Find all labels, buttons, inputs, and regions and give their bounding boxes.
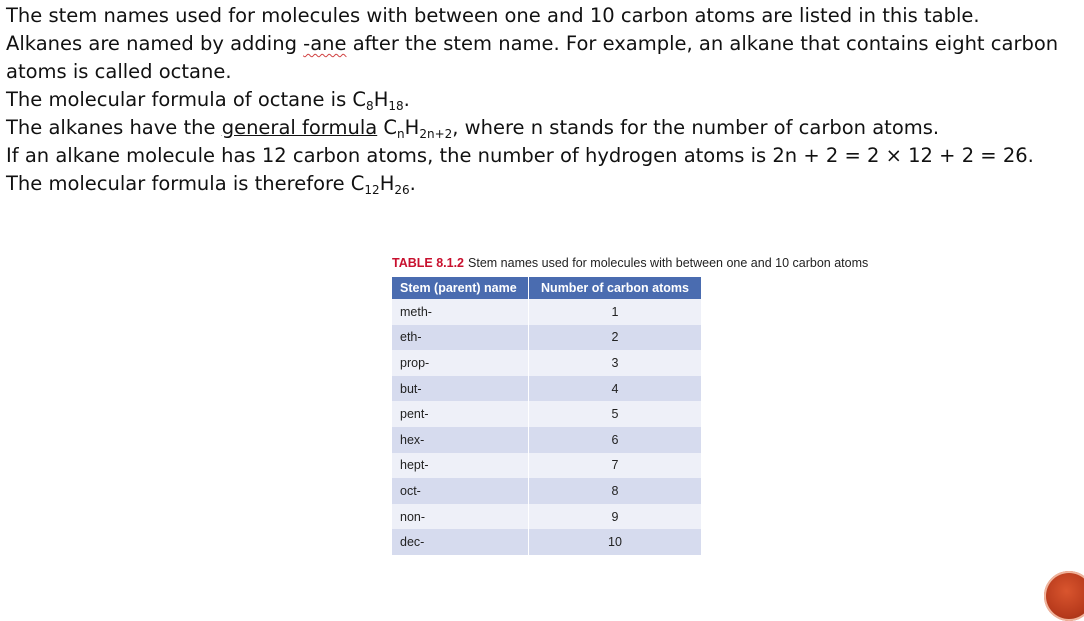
line-4-pre: The molecular formula of octane is C [6, 88, 367, 111]
text-line-2 [6, 30, 1081, 58]
body-text [6, 2, 1081, 198]
general-formula-link[interactable]: general formula [221, 116, 378, 139]
dodecane-h-subscript: 26 [394, 183, 410, 197]
stem-cell: hex- [392, 427, 529, 453]
table-row [392, 325, 701, 351]
line-2-post: after the stem name. For example, an alkane that contains eight carbon [346, 32, 1059, 55]
ane-suffix: -ane [303, 32, 347, 55]
stem-names-table [392, 277, 701, 555]
text-line-5 [6, 114, 1081, 142]
line-7-pre: The molecular formula is therefore C [6, 172, 365, 195]
carbon-count-cell: 10 [529, 529, 702, 555]
table-caption [392, 256, 868, 270]
table-row [392, 376, 701, 402]
text-line-6 [6, 142, 1081, 170]
carbon-count-cell: 6 [529, 427, 702, 453]
header-carbon-count: Number of carbon atoms [529, 277, 702, 299]
carbon-count-cell: 8 [529, 478, 702, 504]
stem-names-table-block [392, 256, 868, 555]
table-caption-label: TABLE 8.1.2 [392, 256, 465, 270]
table-row [392, 350, 701, 376]
stem-cell: hept- [392, 453, 529, 479]
carbon-count-cell: 4 [529, 376, 702, 402]
stem-cell: eth- [392, 325, 529, 351]
carbon-count-cell: 7 [529, 453, 702, 479]
stem-cell: meth- [392, 299, 529, 325]
octane-c-subscript: 8 [366, 99, 374, 113]
table-row [392, 453, 701, 479]
table-caption-text: Stem names used for molecules with between one and 10 carbon atoms [468, 256, 869, 270]
text-line-1 [6, 2, 1081, 30]
stem-cell: prop- [392, 350, 529, 376]
stem-cell: but- [392, 376, 529, 402]
line-5-c: C [377, 116, 398, 139]
text-line-3 [6, 58, 1081, 86]
line-5-h: H [404, 116, 420, 139]
carbon-count-cell: 9 [529, 504, 702, 530]
slide-corner-decoration-icon [1044, 571, 1084, 621]
table-row [392, 299, 701, 325]
line-7-end: . [409, 172, 416, 195]
line-2-pre: Alkanes are named by adding [6, 32, 304, 55]
carbon-count-cell: 2 [529, 325, 702, 351]
stem-cell: dec- [392, 529, 529, 555]
table-row [392, 504, 701, 530]
general-h-subscript: 2n+2 [419, 127, 453, 141]
stem-cell: pent- [392, 401, 529, 427]
table-row [392, 427, 701, 453]
dodecane-c-subscript: 12 [364, 183, 380, 197]
header-stem-name: Stem (parent) name [392, 277, 529, 299]
table-row [392, 529, 701, 555]
text-line-4 [6, 86, 1081, 114]
line-4-h: H [373, 88, 389, 111]
table-row [392, 478, 701, 504]
table-header-row [392, 277, 701, 299]
line-4-end: . [403, 88, 410, 111]
general-c-subscript: n [397, 127, 405, 141]
carbon-count-cell: 5 [529, 401, 702, 427]
stem-cell: oct- [392, 478, 529, 504]
line-1-text: The stem names used for molecules with between one and 10 carbon atoms are listed in this table. [6, 4, 980, 27]
carbon-count-cell: 1 [529, 299, 702, 325]
line-5-post: , where n stands for the number of carbon atoms. [452, 116, 940, 139]
stem-cell: non- [392, 504, 529, 530]
line-3-text: atoms is called octane. [6, 60, 232, 83]
line-7-h: H [379, 172, 395, 195]
text-line-7 [6, 170, 1081, 198]
line-5-pre: The alkanes have the [6, 116, 222, 139]
octane-h-subscript: 18 [388, 99, 404, 113]
carbon-count-cell: 3 [529, 350, 702, 376]
line-6-text: If an alkane molecule has 12 carbon atoms, the number of hydrogen atoms is 2n + 2 = 2 × 12 + 2 = 26. [6, 144, 1034, 167]
table-row [392, 401, 701, 427]
